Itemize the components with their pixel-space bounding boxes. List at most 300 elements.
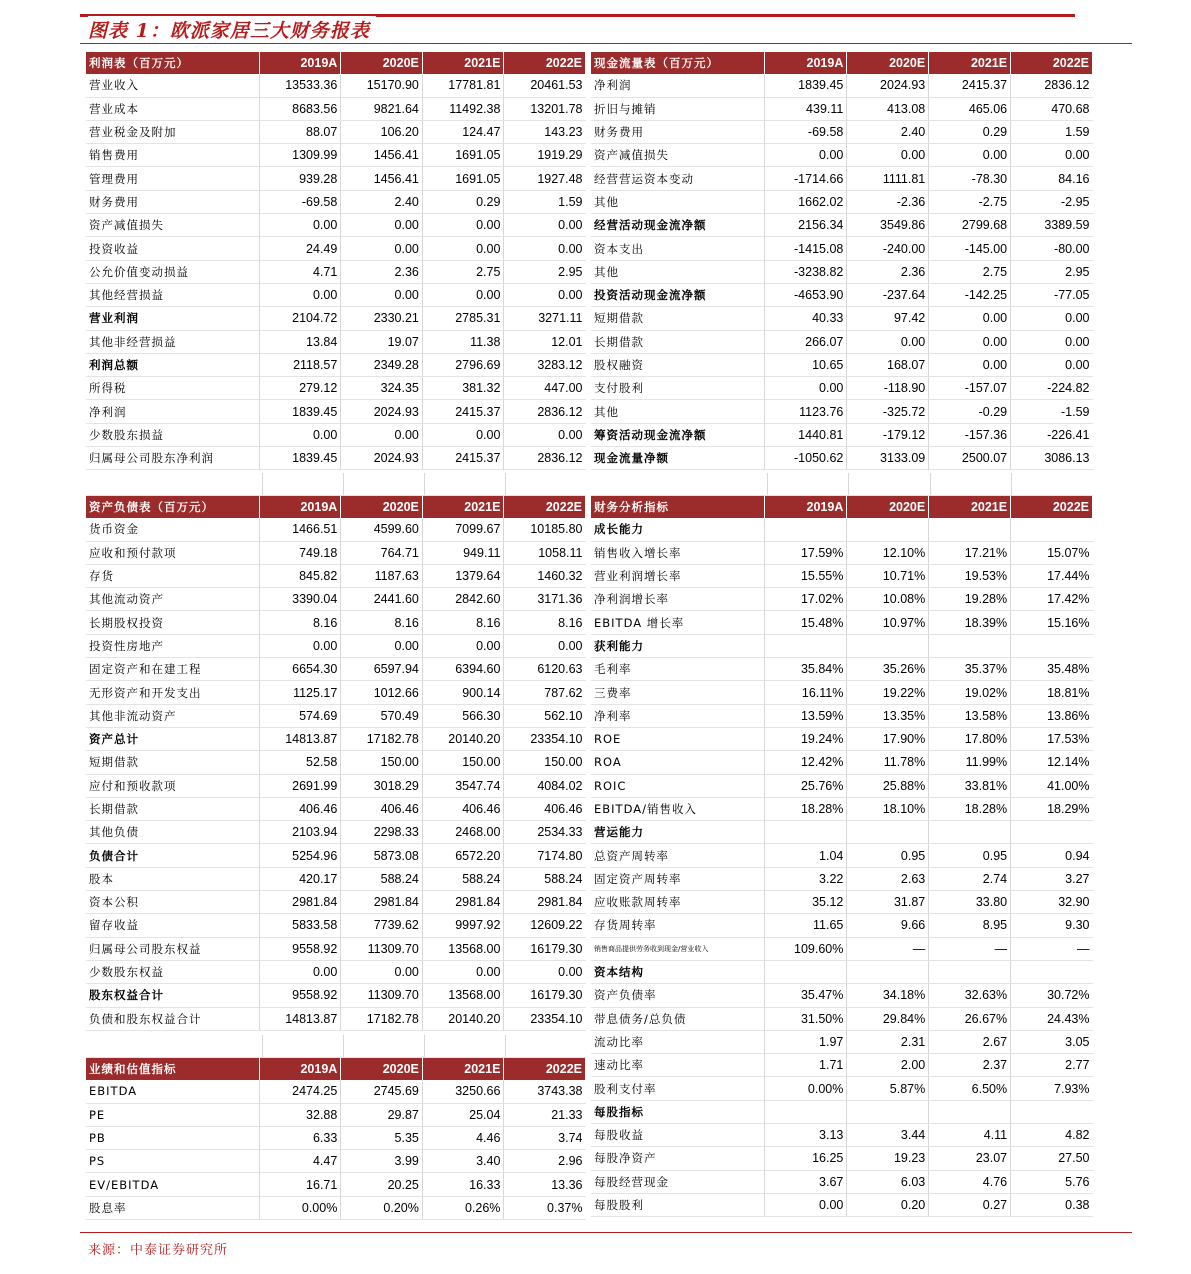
cell-value: 13201.78 [504, 97, 586, 120]
cell-value: 2.63 [847, 867, 929, 890]
row-label: ROE [591, 727, 765, 750]
cell-value: -80.00 [1011, 237, 1093, 260]
row-label: 股本 [86, 867, 259, 890]
cell-value: 0.00 [259, 283, 341, 306]
column-header: 2021E [422, 52, 504, 74]
cell-value: 0.00 [422, 634, 504, 657]
cell-value: 97.42 [847, 307, 929, 330]
cell-value: 2349.28 [341, 353, 423, 376]
cell-value: 5.35 [341, 1126, 423, 1149]
cell-value: 0.00 [422, 423, 504, 446]
cell-value: 12.42% [765, 751, 847, 774]
cell-value: -1714.66 [765, 167, 847, 190]
cell-value: 3133.09 [847, 447, 929, 470]
cell-value: 3.22 [765, 867, 847, 890]
cell-value: 1456.41 [341, 167, 423, 190]
cell-value [847, 1100, 929, 1123]
table-title: 现金流量表（百万元） [591, 52, 765, 74]
row-label: 营运能力 [591, 821, 765, 844]
row-label: 经营活动现金流净额 [591, 214, 765, 237]
row-label: 每股净资产 [591, 1147, 765, 1170]
row-label: 负债和股东权益合计 [86, 1007, 259, 1030]
row-label: 销售商品提供劳务收到现金/营业收入 [591, 937, 765, 960]
cell-value: 0.00 [929, 144, 1011, 167]
table-row [86, 74, 586, 97]
row-label: 其他 [591, 400, 765, 423]
cell-value: 2691.99 [259, 774, 341, 797]
cell-value: 2981.84 [259, 891, 341, 914]
cell-value: 939.28 [259, 167, 341, 190]
cell-value: 6120.63 [504, 658, 586, 681]
column-header: 2022E [504, 496, 586, 518]
table-row [86, 307, 586, 330]
cell-value: 23354.10 [504, 1007, 586, 1030]
table-row [591, 1007, 1093, 1030]
column-header: 2021E [929, 52, 1011, 74]
column-header: 2020E [341, 52, 423, 74]
cell-value: -78.30 [929, 167, 1011, 190]
cell-value: 0.00 [1011, 307, 1093, 330]
cell-value: 17.53% [1011, 727, 1093, 750]
cell-value: 150.00 [504, 751, 586, 774]
cell-value: 5.76 [1011, 1170, 1093, 1193]
cell-value: 7099.67 [422, 518, 504, 541]
cell-value: 4.71 [259, 260, 341, 283]
cell-value: -240.00 [847, 237, 929, 260]
cell-value: 2.95 [504, 260, 586, 283]
cell-value: -2.36 [847, 190, 929, 213]
cell-value: 17182.78 [341, 727, 423, 750]
cell-value: 9997.92 [422, 914, 504, 937]
row-label: 股利支付率 [591, 1077, 765, 1100]
cell-value [1011, 1100, 1093, 1123]
cell-value [765, 518, 847, 541]
cell-value: 3.05 [1011, 1030, 1093, 1053]
row-label: 营业税金及附加 [86, 120, 259, 143]
cell-value: 1440.81 [765, 423, 847, 446]
cell-value: 4.82 [1011, 1124, 1093, 1147]
cell-value: -224.82 [1011, 377, 1093, 400]
table-row [591, 283, 1093, 306]
table-row [86, 1126, 586, 1149]
column-header: 2019A [259, 52, 341, 74]
cell-value: 13533.36 [259, 74, 341, 97]
cell-value: 7174.80 [504, 844, 586, 867]
table-row [86, 774, 586, 797]
cell-value: 2298.33 [341, 821, 423, 844]
cell-value: 0.00 [1011, 330, 1093, 353]
table-header-row [86, 52, 586, 74]
table-row [86, 1173, 586, 1196]
cell-value: 109.60% [765, 937, 847, 960]
cell-value: 3.40 [422, 1150, 504, 1173]
table-row [591, 914, 1093, 937]
row-label: 短期借款 [86, 751, 259, 774]
cashflow-table [591, 52, 1093, 470]
table-row [86, 797, 586, 820]
cell-value: 17182.78 [341, 1007, 423, 1030]
cell-value: 2415.37 [422, 447, 504, 470]
row-label: 其他非流动资产 [86, 704, 259, 727]
table-row [86, 704, 586, 727]
cell-value: -69.58 [259, 190, 341, 213]
row-label: 现金流量净额 [591, 447, 765, 470]
row-label: 存货周转率 [591, 914, 765, 937]
cell-value: 14813.87 [259, 727, 341, 750]
table-row [86, 518, 586, 541]
cell-value: 19.22% [847, 681, 929, 704]
cell-value: 0.00 [341, 634, 423, 657]
table-row [86, 214, 586, 237]
cell-value: 2.67 [929, 1030, 1011, 1053]
cell-value: 1309.99 [259, 144, 341, 167]
cell-value: 3271.11 [504, 307, 586, 330]
cell-value: 3086.13 [1011, 447, 1093, 470]
cell-value: 2024.93 [341, 447, 423, 470]
cell-value [765, 960, 847, 983]
row-label: 其他经营损益 [86, 283, 259, 306]
row-label: EBITDA 增长率 [591, 611, 765, 634]
cell-value: — [929, 937, 1011, 960]
row-label: 财务费用 [86, 190, 259, 213]
table-row [86, 984, 586, 1007]
cell-value: 17781.81 [422, 74, 504, 97]
cell-value: 6597.94 [341, 658, 423, 681]
cell-value: 787.62 [504, 681, 586, 704]
cell-value: 0.20 [847, 1193, 929, 1216]
cell-value: 0.00 [341, 283, 423, 306]
row-label: 净利润 [86, 400, 259, 423]
cell-value [765, 634, 847, 657]
cell-value [1011, 518, 1093, 541]
cell-value: 588.24 [504, 867, 586, 890]
row-label: 营业利润增长率 [591, 564, 765, 587]
cell-value: 18.29% [1011, 797, 1093, 820]
cell-value [765, 821, 847, 844]
section-row [591, 821, 1093, 844]
cell-value: 17.02% [765, 588, 847, 611]
cell-value: 764.71 [341, 541, 423, 564]
cell-value: 35.47% [765, 984, 847, 1007]
cell-value: -1050.62 [765, 447, 847, 470]
cell-value: 19.28% [929, 588, 1011, 611]
row-label: 管理费用 [86, 167, 259, 190]
cell-value: 25.88% [847, 774, 929, 797]
cell-value: 574.69 [259, 704, 341, 727]
cell-value: 3.27 [1011, 867, 1093, 890]
cell-value: 3.99 [341, 1150, 423, 1173]
row-label: 固定资产周转率 [591, 867, 765, 890]
cell-value: 465.06 [929, 97, 1011, 120]
cell-value: 0.26% [422, 1196, 504, 1219]
table-row [86, 564, 586, 587]
section-row [591, 960, 1093, 983]
cell-value: 2981.84 [422, 891, 504, 914]
cell-value: 14813.87 [259, 1007, 341, 1030]
cell-value: 8.16 [422, 611, 504, 634]
cell-value: 4.47 [259, 1150, 341, 1173]
cell-value: 2415.37 [929, 74, 1011, 97]
table-row [86, 1080, 586, 1103]
cell-value: 34.18% [847, 984, 929, 1007]
cell-value: 0.00 [341, 423, 423, 446]
cell-value: 11492.38 [422, 97, 504, 120]
cell-value: 9.30 [1011, 914, 1093, 937]
row-label: 经营营运资本变动 [591, 167, 765, 190]
cell-value: 2836.12 [504, 400, 586, 423]
table-row [591, 1124, 1093, 1147]
table-row [591, 260, 1093, 283]
row-label: 净利率 [591, 704, 765, 727]
cell-value [847, 518, 929, 541]
cell-value: 21.33 [504, 1103, 586, 1126]
cell-value: 12609.22 [504, 914, 586, 937]
cell-value: 84.16 [1011, 167, 1093, 190]
cell-value: 1058.11 [504, 541, 586, 564]
cell-value: 11.65 [765, 914, 847, 937]
cell-value: 2836.12 [1011, 74, 1093, 97]
figure-title: 图表 1：欧派家居三大财务报表 [88, 16, 376, 43]
cell-value: 18.81% [1011, 681, 1093, 704]
cell-value [929, 960, 1011, 983]
section-row [591, 634, 1093, 657]
cell-value: 2474.25 [259, 1080, 341, 1103]
table-row [86, 541, 586, 564]
row-label: 营业成本 [86, 97, 259, 120]
row-label: 其他负债 [86, 821, 259, 844]
cell-value: 2468.00 [422, 821, 504, 844]
cell-value: 2785.31 [422, 307, 504, 330]
cell-value: 2.00 [847, 1054, 929, 1077]
row-label: 少数股东权益 [86, 960, 259, 983]
cell-value: 749.18 [259, 541, 341, 564]
table-header-row [86, 496, 586, 518]
cell-value: 406.46 [504, 797, 586, 820]
row-label: 净利润增长率 [591, 588, 765, 611]
cell-value: 11.78% [847, 751, 929, 774]
cell-value: 0.00 [341, 214, 423, 237]
cell-value: 3171.36 [504, 588, 586, 611]
row-label: 所得税 [86, 377, 259, 400]
cell-value: 17.90% [847, 727, 929, 750]
cell-value: 2796.69 [422, 353, 504, 376]
row-label: 支付股利 [591, 377, 765, 400]
row-label: 利润总额 [86, 353, 259, 376]
row-label: EBITDA [86, 1080, 259, 1103]
cell-value: 17.59% [765, 541, 847, 564]
cell-value: 5254.96 [259, 844, 341, 867]
cell-value: 8683.56 [259, 97, 341, 120]
cell-value: 1.59 [504, 190, 586, 213]
table-row [86, 283, 586, 306]
table-row [591, 307, 1093, 330]
column-header: 2022E [504, 1058, 586, 1080]
table-row [591, 330, 1093, 353]
cell-value: -3238.82 [765, 260, 847, 283]
cell-value: 3549.86 [847, 214, 929, 237]
row-label: 三费率 [591, 681, 765, 704]
cell-value: 406.46 [422, 797, 504, 820]
ratios-panel [591, 496, 1093, 1217]
column-header: 2020E [341, 496, 423, 518]
cell-value [929, 518, 1011, 541]
table-row [591, 144, 1093, 167]
balance-sheet-panel [86, 496, 586, 1031]
table-row [86, 891, 586, 914]
cell-value: 588.24 [422, 867, 504, 890]
cell-value: 2118.57 [259, 353, 341, 376]
cell-value [929, 634, 1011, 657]
cell-value: 6.33 [259, 1126, 341, 1149]
cell-value: 13.84 [259, 330, 341, 353]
cell-value: 0.00 [341, 960, 423, 983]
table-row [591, 891, 1093, 914]
cell-value: 35.84% [765, 658, 847, 681]
cell-value: 3389.59 [1011, 214, 1093, 237]
cell-value: 0.00% [765, 1077, 847, 1100]
table-row [86, 1007, 586, 1030]
cell-value: 0.00 [765, 377, 847, 400]
cell-value: 33.80 [929, 891, 1011, 914]
table-row [86, 377, 586, 400]
cell-value: 1662.02 [765, 190, 847, 213]
cell-value: 0.00 [929, 330, 1011, 353]
cell-value: 106.20 [341, 120, 423, 143]
cell-value: 8.16 [504, 611, 586, 634]
cell-value: 2799.68 [929, 214, 1011, 237]
table-row [86, 937, 586, 960]
table-row [86, 634, 586, 657]
row-label: 流动比率 [591, 1030, 765, 1053]
cell-value: 9.66 [847, 914, 929, 937]
row-label: EV/EBITDA [86, 1173, 259, 1196]
cell-value: 33.81% [929, 774, 1011, 797]
cell-value: 27.50 [1011, 1147, 1093, 1170]
row-label: 资本公积 [86, 891, 259, 914]
column-header: 2019A [259, 1058, 341, 1080]
cell-value: 900.14 [422, 681, 504, 704]
cell-value: 0.00 [504, 237, 586, 260]
column-header: 2022E [1011, 496, 1093, 518]
section-row [591, 1100, 1093, 1123]
column-header: 2019A [765, 496, 847, 518]
cell-value: 3743.38 [504, 1080, 586, 1103]
cell-value: 19.53% [929, 564, 1011, 587]
cell-value: 32.88 [259, 1103, 341, 1126]
cell-value: 0.94 [1011, 844, 1093, 867]
cell-value: 3.44 [847, 1124, 929, 1147]
cell-value: 1460.32 [504, 564, 586, 587]
cell-value: 15.16% [1011, 611, 1093, 634]
table-row [86, 821, 586, 844]
table-header-row [86, 1058, 586, 1080]
cell-value: -77.05 [1011, 283, 1093, 306]
table-row [591, 541, 1093, 564]
cell-value: 1839.45 [765, 74, 847, 97]
cell-value: 24.49 [259, 237, 341, 260]
row-label: 公允价值变动损益 [86, 260, 259, 283]
cell-value: 0.00 [929, 353, 1011, 376]
cell-value: -179.12 [847, 423, 929, 446]
table-row [591, 681, 1093, 704]
column-header: 2019A [765, 52, 847, 74]
cell-value: 12.01 [504, 330, 586, 353]
cell-value: 15.55% [765, 564, 847, 587]
table-row [591, 214, 1093, 237]
row-label: 股东权益合计 [86, 984, 259, 1007]
row-label: EBITDA/销售收入 [591, 797, 765, 820]
cell-value: 8.95 [929, 914, 1011, 937]
column-header: 2020E [847, 496, 929, 518]
table-row [591, 447, 1093, 470]
table-row [591, 167, 1093, 190]
cell-value: 1839.45 [259, 447, 341, 470]
row-label: 资产负债率 [591, 984, 765, 1007]
column-header: 2022E [1011, 52, 1093, 74]
row-label: 投资性房地产 [86, 634, 259, 657]
cell-value: 35.26% [847, 658, 929, 681]
cell-value: 1839.45 [259, 400, 341, 423]
cell-value: 1456.41 [341, 144, 423, 167]
row-label: 短期借款 [591, 307, 765, 330]
cell-value: 15170.90 [341, 74, 423, 97]
table-row [591, 658, 1093, 681]
row-label: 资本结构 [591, 960, 765, 983]
table-row [86, 330, 586, 353]
cell-value: 40.33 [765, 307, 847, 330]
cell-value: 11.99% [929, 751, 1011, 774]
row-label: 其他 [591, 260, 765, 283]
row-label: 速动比率 [591, 1054, 765, 1077]
cell-value [1011, 960, 1093, 983]
cell-value: 3.67 [765, 1170, 847, 1193]
cell-value: 3283.12 [504, 353, 586, 376]
cell-value: 6654.30 [259, 658, 341, 681]
column-header: 2022E [504, 52, 586, 74]
cell-value: 2.75 [929, 260, 1011, 283]
row-label: 净利润 [591, 74, 765, 97]
row-label: 销售费用 [86, 144, 259, 167]
row-label: 每股收益 [591, 1124, 765, 1147]
cell-value: 0.00 [422, 237, 504, 260]
cell-value: 0.00 [259, 214, 341, 237]
cell-value: 4.76 [929, 1170, 1011, 1193]
row-label: 每股经营现金 [591, 1170, 765, 1193]
table-row [86, 167, 586, 190]
cell-value: 324.35 [341, 377, 423, 400]
cell-value: 143.23 [504, 120, 586, 143]
cell-value: 406.46 [259, 797, 341, 820]
cell-value: 0.00 [1011, 144, 1093, 167]
cell-value: 1111.81 [847, 167, 929, 190]
cell-value: 0.00 [1011, 353, 1093, 376]
cell-value: 1691.05 [422, 167, 504, 190]
row-label: 总资产周转率 [591, 844, 765, 867]
income-statement-table [86, 52, 586, 470]
row-label: 每股指标 [591, 1100, 765, 1123]
cell-value: 0.00% [259, 1196, 341, 1219]
cell-value: 381.32 [422, 377, 504, 400]
table-row [591, 120, 1093, 143]
cell-value: 5.87% [847, 1077, 929, 1100]
cell-value: 2.74 [929, 867, 1011, 890]
table-row [86, 144, 586, 167]
cell-value: 470.68 [1011, 97, 1093, 120]
cell-value: 2500.07 [929, 447, 1011, 470]
table-row [86, 751, 586, 774]
row-label: 筹资活动现金流净额 [591, 423, 765, 446]
table-row [591, 984, 1093, 1007]
